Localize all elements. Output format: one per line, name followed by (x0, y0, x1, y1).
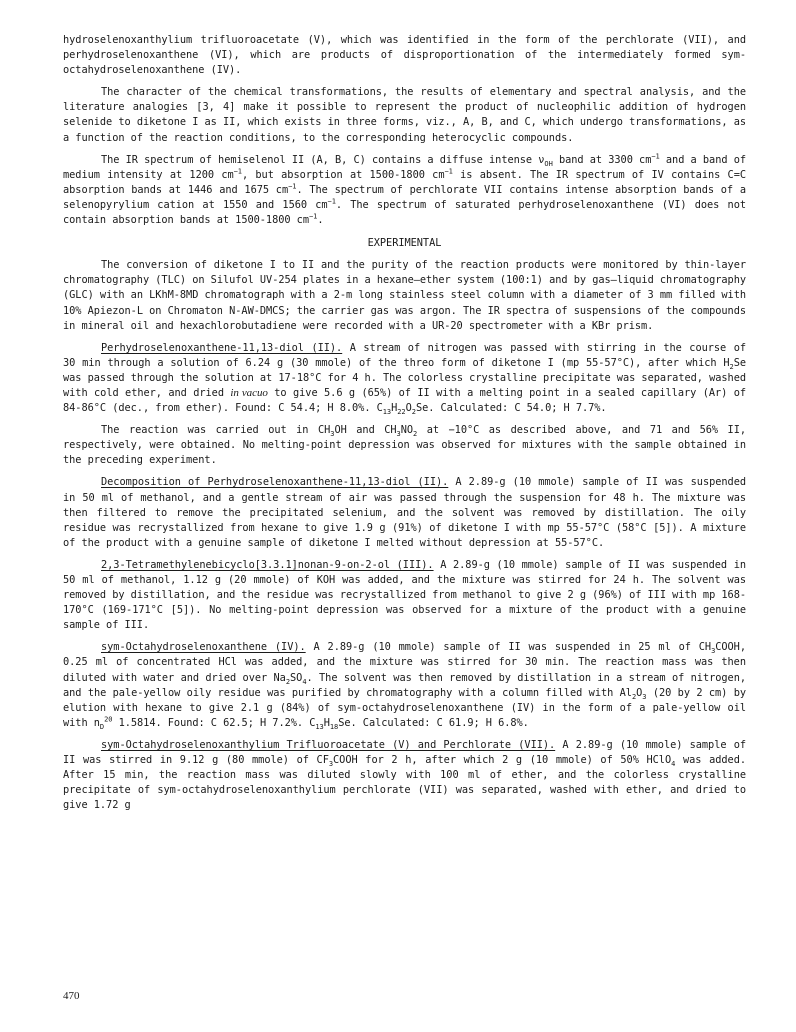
text-run: H (323, 716, 330, 729)
subscript: 13 (382, 408, 392, 417)
text-run: is absent. The IR spectrum of IV contains C=C absorption bands at 1446 and 1675 cm (63, 168, 747, 196)
subscript: 4 (302, 677, 307, 686)
text-run: Se. Calculated: C 61.9; H 6.8%. (338, 716, 529, 729)
subscript: 22 (397, 408, 406, 417)
text-run: A 2.89-g (10 mmole) sample of II was suspended in 50 ml of methanol, and a gentle stream of air was passed through the suspension for 48 h. The mixture was then filtered to remove the precipitated selenium, and the solvent was removed by distillation. The oily residue was recrystallized from hexane to give 1.9 g (91%) of diketone I with mp 55-57°C (58°C [5]). A mixture of the product with a genuine sample of diketone I melted without depression at 55-57°C. (63, 476, 746, 549)
subscript: 3 (330, 430, 335, 439)
run-in-heading: sym-Octahydroselenoxanthylium Trifluoroacetate (V) and Perchlorate (VII). (101, 738, 556, 751)
text-run: . (317, 214, 324, 227)
paragraph (63, 258, 746, 333)
subscript: 2 (413, 430, 418, 439)
page-number: 470 (63, 990, 80, 1002)
text-run: A 2.89-g (10 mmole) sample of II was stirred in 9.12 g (80 mmole) of CF (63, 738, 746, 767)
subscript: 13 (315, 722, 324, 731)
text-run: NO (400, 424, 414, 437)
text-run: H (391, 402, 398, 415)
subscript: OH (544, 159, 553, 168)
paragraph (63, 423, 746, 468)
text-run: A 2.89-g (10 mmole) sample of II was suspended in 25 ml of CH (305, 641, 712, 654)
paragraph (63, 640, 746, 731)
text-run: . The spectrum of perchlorate VII contains intense absorption bands of a selenopyrylium cation at 1550 and 1560 cm (63, 183, 746, 211)
subscript: 4 (671, 760, 676, 769)
text-run: was added. After 15 min, the reaction mass was diluted slowly with 100 ml of ether, and the colorless crystalline precipitate of sym-octahydroselenoxanthylium perchlorate (VII) was separated, washed with ether, and dried to give 1.72 g (63, 754, 746, 812)
paragraph (63, 738, 746, 813)
subscript: D (99, 722, 105, 731)
subscript: 3 (711, 647, 716, 656)
text-run: , but absorption at 1500-1800 cm (241, 168, 445, 181)
run-in-heading: sym-Octahydroselenoxanthene (IV). (101, 641, 306, 654)
superscript: −1 (651, 152, 660, 161)
paragraph (63, 33, 746, 78)
subscript: 2 (411, 408, 416, 417)
text-run: SO (290, 671, 303, 684)
text-run: The character of the chemical transformations, the results of elementary and spectral analysis, and the literature analogies [3, 4] make it possible to represent the product of nucleophilic addition of hydrogen selenide to diketone I as II, which exists in three forms, viz., A, B, and C, which undergo transformations, as a function of the reaction conditions, to the corresponding heterocyclic compounds. (63, 86, 746, 144)
subscript: 3 (328, 760, 334, 769)
paragraph (63, 153, 746, 228)
run-in-heading: Decomposition of Perhydroselenoxanthene-11,13-diol (II). (101, 476, 449, 489)
text-run: and a band of medium intensity at 1200 cm (63, 153, 746, 181)
text-run: hydroselenoxanthylium trifluoroacetate (V), which was identified in the form of the perchlorate (VII), and perhydroselenoxanthene (VI), which are products of disproportionation of the intermediately formed sym-octahydroselenoxanthene (IV). (63, 34, 746, 77)
text-run: O (405, 402, 412, 415)
article-body (63, 33, 746, 820)
subscript: 2 (631, 692, 637, 701)
section-heading: EXPERIMENTAL (367, 237, 442, 250)
subscript: 2 (285, 677, 290, 686)
paragraph (63, 558, 746, 633)
italic-text: in vacuo (230, 386, 268, 399)
subscript: 3 (396, 430, 401, 439)
text-run: . The spectrum of saturated perhydroselenoxanthene (VI) does not contain absorption bands at 1500-1800 cm (63, 198, 746, 227)
text-run: The reaction was carried out in CH (101, 424, 331, 437)
text-run: (20 by 2 cm) by elution with hexane to give 2.1 g (84%) of sym-octahydroselenoxanthene (IV) in the form of a pale-yellow oil with n (63, 686, 747, 729)
paragraph (63, 341, 746, 416)
text-run: A stream of nitrogen was passed with stirring in the course of 30 min through a solution of 6.24 g (30 mmole) of the threo form of diketone I (mp 55-57°C), after which H (63, 341, 747, 369)
text-run: The conversion of diketone I to II and the purity of the reaction products were monitored by thin-layer chromatography (TLC) on Silufol UV-254 plates in a hexane—ether system (100:1) and by gas—liquid chromatography (GLC) with an LKhM-8MD chromatograph with a 2-m long stainless steel column with a diameter of 3 mm filled with 10% Apiezon-L on Chromaton N-AW-DMCS; the carrier gas was argon. The IR spectra of suspensions of the compounds in mineral oil and hexachlorobutadiene were recorded with a UR-20 spectrometer with a KBr prism. (63, 259, 746, 332)
text-run: The IR spectrum of hemiselenol II (A, B, C) contains a diffuse intense ν (101, 153, 545, 166)
superscript: −1 (444, 167, 453, 176)
text-run: Se was passed through the solution at 17-18°C for 4 h. The colorless crystalline precipitate was separated, washed with cold ether, and dried (63, 356, 746, 399)
text-run: O (636, 686, 643, 699)
text-run: 1.5814. Found: C 62.5; H 7.2%. C (112, 716, 316, 729)
text-run: at −10°C as described above, and 71 and 56% II, respectively, were obtained. No melting-point depression was observed for mixtures with the sample obtained in the preceding experiment. (63, 424, 747, 467)
superscript: −1 (288, 182, 297, 191)
text-run: band at 3300 cm (552, 153, 652, 166)
run-in-heading: 2,3-Tetramethylenebicyclo[3.3.1]nonan-9-on-2-ol (III). (101, 558, 434, 571)
text-run: COOH, 0.25 ml of concentrated HCl was added, and the mixture was stirred for 30 min. The reaction mass was then diluted with water and dried over Na (63, 641, 746, 684)
superscript: 20 (104, 715, 113, 724)
superscript: −1 (308, 212, 318, 221)
subscript: 18 (329, 722, 339, 731)
subscript: 3 (642, 692, 647, 701)
text-run: OH and CH (334, 424, 397, 437)
paragraph (63, 85, 746, 145)
paragraph (63, 475, 746, 550)
text-run: to give 5.6 g (65%) of II with a melting point in a sealed capillary (Ar) of 84-86°C (dec., from ether). Found: C 54.4; H 8.0%. C (63, 386, 747, 415)
superscript: −1 (233, 167, 242, 176)
subscript: 2 (729, 362, 734, 371)
text-run: COOH for 2 h, after which 2 g (10 mmole) of 50% HClO (333, 754, 672, 767)
text-run: Se. Calculated: C 54.0; H 7.7%. (415, 402, 607, 415)
superscript: −1 (327, 197, 336, 206)
text-run: A 2.89-g (10 mmole) sample of II was suspended in 50 ml of methanol, 1.12 g (20 mmole) of KOH was added, and the mixture was stirred for 24 h. The solvent was removed by distillation, and the residue was recrystallized from methanol to give 2 g (96%) of III with mp 168-170°C (169-171°C [5]). No melting-point depression was observed for a mixture of the product with a genuine sample of III. (63, 558, 746, 632)
run-in-heading: Perhydroselenoxanthene-11,13-diol (II). (101, 341, 343, 354)
text-run: . The solvent was then removed by distillation in a stream of nitrogen, and the pale-yellow oily residue was purified by chromatography with a column filled with Al (63, 671, 746, 699)
